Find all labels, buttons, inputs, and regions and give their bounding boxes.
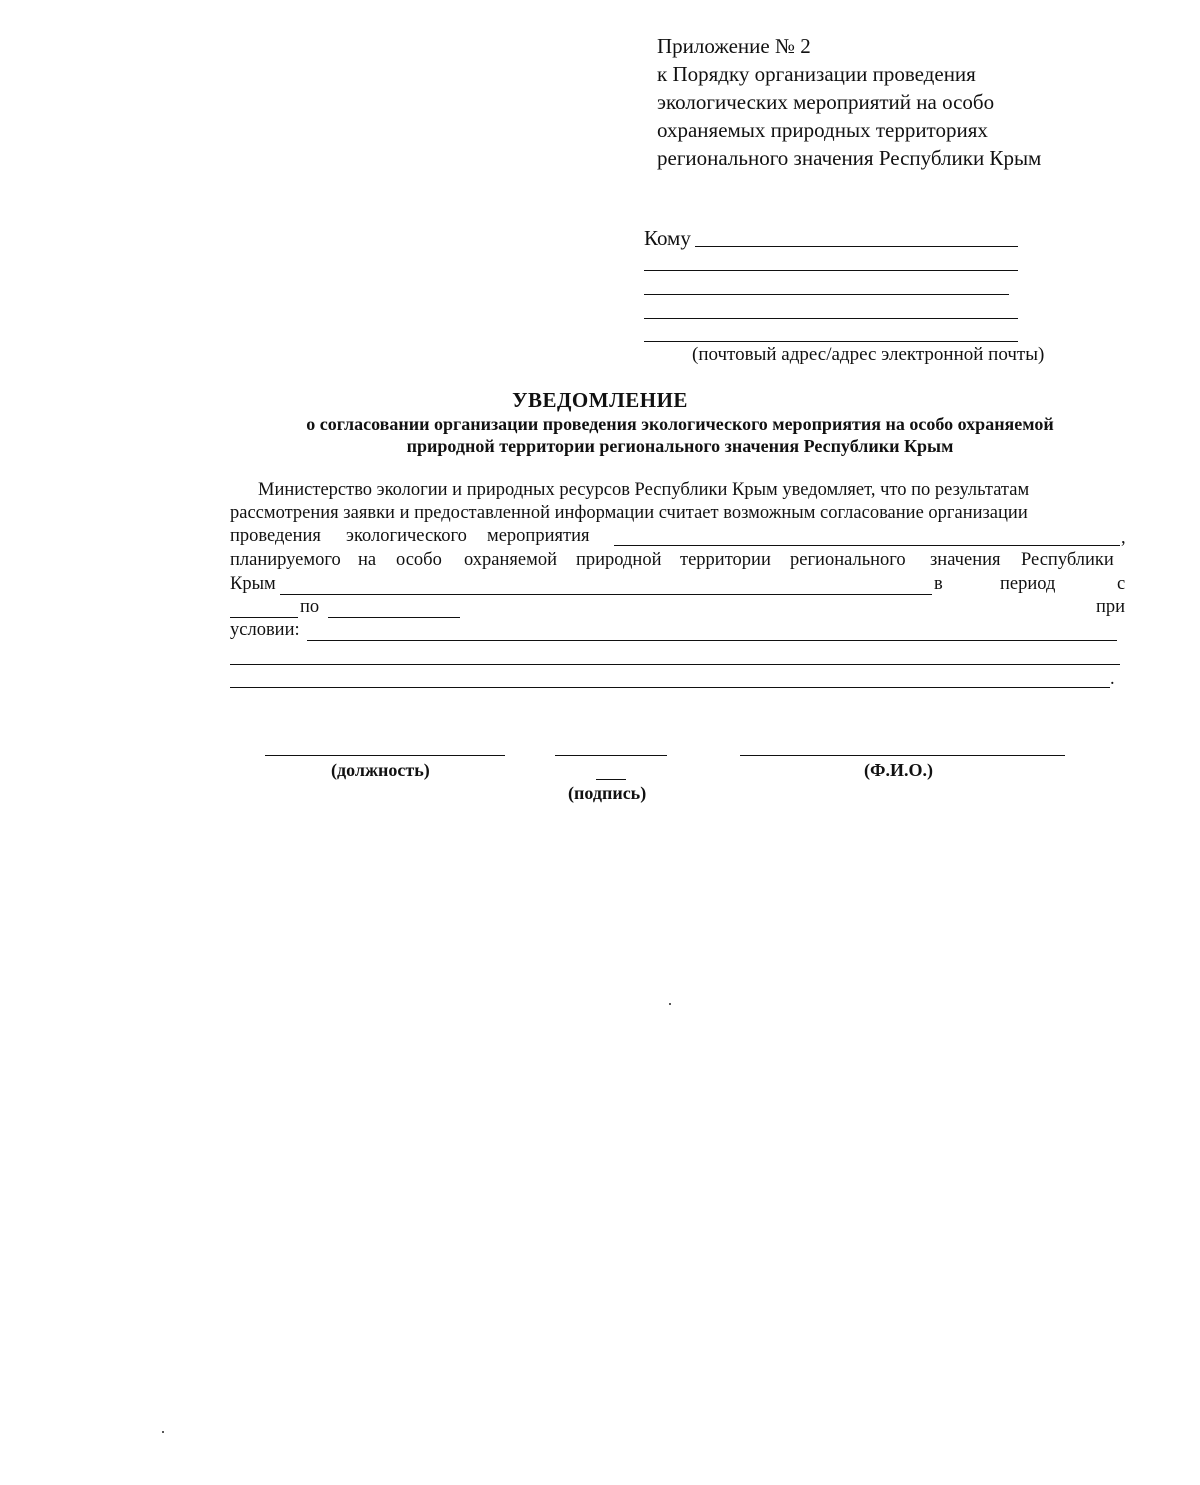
territory-name-field[interactable] <box>280 594 932 595</box>
body-line-1: Министерство экологии и природных ресурсов Республики Крым уведомляет, что по результатам <box>258 480 1030 500</box>
body-line-3-word-2: экологического <box>346 526 467 546</box>
event-name-field[interactable] <box>614 545 1120 546</box>
recipient-label: Кому <box>644 226 691 250</box>
body-line-6-po: по <box>300 597 320 617</box>
body-line-2: рассмотрения заявки и предоставленной информации считает возможным согласование организации <box>230 503 1028 523</box>
body-line-4-word-5: природной <box>576 550 662 570</box>
appendix-line-3: экологических мероприятий на особо <box>657 90 995 114</box>
recipient-field-line-1[interactable] <box>695 246 1018 247</box>
name-caption: (Ф.И.О.) <box>864 760 933 780</box>
appendix-line-4: охраняемых природных территориях <box>657 118 988 142</box>
recipient-field-line-5[interactable] <box>644 341 1018 342</box>
body-line-4-word-1: планируемого <box>230 550 341 570</box>
body-line-5-word-3: с <box>1117 574 1126 594</box>
body-line-4-word-8: значения <box>930 550 1001 570</box>
name-field[interactable] <box>740 755 1065 756</box>
period-start-field[interactable] <box>230 617 298 618</box>
body-line-4-word-7: регионального <box>790 550 906 570</box>
recipient-field-line-2[interactable] <box>644 270 1018 271</box>
signature-mark <box>596 779 626 780</box>
body-line-4-word-6: территории <box>680 550 771 570</box>
appendix-line-1: Приложение № 2 <box>657 34 811 58</box>
appendix-line-2: к Порядку организации проведения <box>657 62 976 86</box>
body-line-3-comma: , <box>1121 528 1126 548</box>
appendix-header <box>657 32 1041 172</box>
notice-title: УВЕДОМЛЕНИЕ <box>512 388 688 412</box>
body-line-4-word-4: охраняемой <box>464 550 557 570</box>
body-line-5-word-1: в <box>934 574 943 594</box>
body-line-4-word-9: Республики <box>1021 550 1114 570</box>
conditions-field-line-2[interactable] <box>230 664 1120 665</box>
body-line-5-word-2: период <box>1000 574 1056 594</box>
body-line-3-word-3: мероприятия <box>487 526 590 546</box>
scan-speck <box>669 1003 671 1005</box>
signature-field[interactable] <box>555 755 667 756</box>
appendix-line-5: регионального значения Республики Крым <box>657 146 1042 170</box>
notice-subtitle-line-1: о согласовании организации проведения экологического мероприятия на особо охраняемой <box>306 414 1054 434</box>
body-line-7-start: условии: <box>230 620 300 640</box>
position-caption: (должность) <box>331 760 430 780</box>
scan-speck <box>162 1431 164 1433</box>
signature-caption: (подпись) <box>568 783 647 803</box>
recipient-field-line-4[interactable] <box>644 318 1018 319</box>
body-line-3-word-1: проведения <box>230 526 321 546</box>
notice-subtitle <box>230 413 1130 457</box>
body-line-9-period: . <box>1110 669 1115 689</box>
conditions-field-line-3[interactable] <box>230 687 1110 688</box>
body-line-4-word-3: особо <box>396 550 442 570</box>
notice-subtitle-line-2: природной территории регионального значения Республики Крым <box>406 436 954 456</box>
conditions-field-line-1[interactable] <box>307 640 1117 641</box>
position-field[interactable] <box>265 755 505 756</box>
recipient-field-line-3[interactable] <box>644 294 1009 295</box>
body-line-5-start: Крым <box>230 574 276 594</box>
address-caption: (почтовый адрес/адрес электронной почты) <box>692 344 1045 365</box>
period-end-field[interactable] <box>328 617 460 618</box>
body-line-6-pri: при <box>1096 597 1126 617</box>
body-line-4-word-2: на <box>358 550 377 570</box>
